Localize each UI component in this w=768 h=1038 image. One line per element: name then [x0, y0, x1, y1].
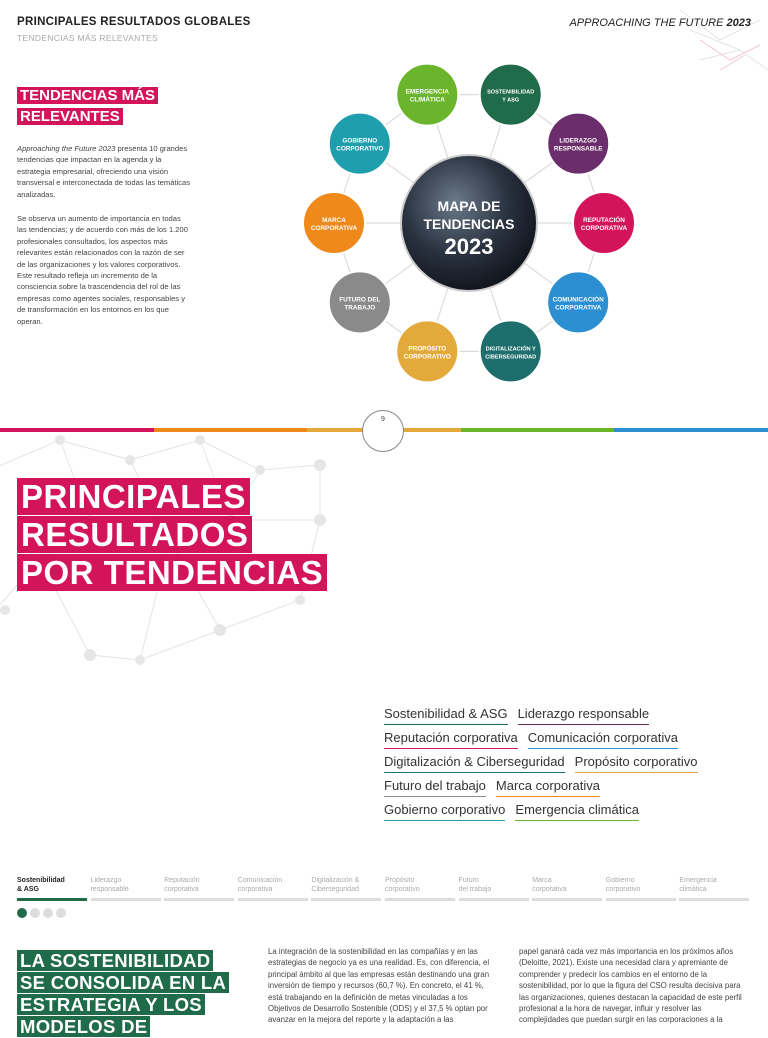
trend-node-label: CLIMÁTICA — [409, 96, 445, 104]
trend-node-label: FUTURO DEL — [339, 296, 381, 304]
trend-node-label: DIGITALIZACIÓN Y — [485, 346, 536, 353]
trend-node-label: COMUNICACIÓN — [552, 296, 604, 304]
publication-name: APPROACHING THE FUTURE — [569, 17, 724, 29]
pagination-dots — [17, 905, 69, 923]
trend-node-label: CORPORATIVO — [403, 353, 451, 361]
trend-node-label: EMERGENCIA — [405, 88, 449, 96]
center-title-line2: TENDENCIAS — [423, 216, 515, 232]
trend-node-label: MARCA — [322, 217, 346, 224]
section-heading: PRINCIPALES RESULTADOS POR TENDENCIAS — [17, 478, 357, 592]
pagination-dot[interactable] — [43, 908, 53, 918]
trend-node-label: RESPONSABLE — [553, 145, 603, 153]
publication-title — [569, 17, 751, 29]
trend-link[interactable]: Propósito corporativo — [575, 754, 698, 773]
trend-link[interactable]: Sostenibilidad & ASG — [384, 706, 508, 725]
trend-link-row — [384, 778, 610, 797]
trend-link-row — [384, 730, 688, 749]
trend-link[interactable]: Emergencia climática — [515, 802, 639, 821]
trend-link[interactable]: Marca corporativa — [496, 778, 600, 797]
tab-propósito[interactable]: Propósito corporativo — [385, 876, 455, 901]
color-segment — [614, 428, 768, 432]
trend-link-row — [384, 706, 659, 725]
trend-link[interactable]: Digitalización & Ciberseguridad — [384, 754, 565, 773]
sustainability-heading: LA SOSTENIBILIDAD SE CONSOLIDA EN LA ESTRATEGIA Y LOS MODELOS DE — [17, 950, 237, 1038]
trend-link[interactable]: Gobierno corporativo — [384, 802, 505, 821]
center-year: 2023 — [444, 234, 494, 259]
tab-emergencia[interactable]: Emergencia climática — [679, 876, 749, 901]
trend-node-label: CORPORATIVA — [555, 304, 602, 312]
trend-link-row — [384, 802, 649, 821]
trend-node-label: REPUTACIÓN — [583, 217, 625, 224]
page-number: 9 — [362, 410, 404, 452]
pagination-dot[interactable] — [30, 908, 40, 918]
color-segment — [154, 428, 308, 432]
intro-paragraph-1: Approaching the Future 2023 presenta 10 grandes tendencias que impactan en la agenda y la estrategia empresarial, ofreciendo una visión transversal e interconectada de todas las temáticas analizadas. — [17, 144, 191, 199]
tab-liderazgo[interactable]: Liderazgo responsable — [91, 876, 161, 901]
trend-link[interactable]: Futuro del trabajo — [384, 778, 486, 797]
trend-link[interactable]: Reputación corporativa — [384, 730, 518, 749]
pagination-dot[interactable] — [56, 908, 66, 918]
tab-reputación[interactable]: Reputación corporativa — [164, 876, 234, 901]
publication-year: 2023 — [726, 17, 751, 29]
trend-node-label: CIBERSEGURIDAD — [485, 354, 537, 361]
trend-link[interactable]: Liderazgo responsable — [518, 706, 650, 725]
trend-node-label: LIDERAZGO — [559, 137, 598, 145]
tab-gobierno[interactable]: Gobierno corporativo — [606, 876, 676, 901]
tab-comunicación[interactable]: Comunicación corporativa — [238, 876, 308, 901]
intro-paragraph-2: Se observa un aumento de importancia en todas las tendencias; y de acuerdo con más de los 1.200 profesionales consultados, los aspectos más relevantes están relacionados con la razón de ser de las organizaciones y los valores corporativos. Este resultado refleja un incremento de la consciencia sobre la trascendencia del rol de las empresas como agentes sociales, responsables y de transformación en los entornos en los que operan. — [17, 214, 188, 326]
pagination-dot[interactable] — [17, 908, 27, 918]
tab-marca[interactable]: Marca corporativa — [532, 876, 602, 901]
tab-digitalización[interactable]: Digitalización & Ciberseguridad — [311, 876, 381, 901]
body-column-1: La integración de la sostenibilidad en las compañías y en las estrategias de negocio ya es una realidad. Es, con diferencia, el principal ámbito al que las empresas están destinando una gran inversión de tiempo y recursos (60,7 %). En concreto, el 41 %, está trabajando en la definición de metas vinculadas a los Objetivos de Desarrollo Sostenible (ODS) y el 37,5 % optan por avanzar en la mejora del reporte y la adaptación a las — [268, 947, 490, 1025]
trend-node-label: CORPORATIVA — [310, 225, 358, 232]
trend-node-label: CORPORATIVA — [580, 225, 628, 232]
tab-futuro[interactable]: Futuro del trabajo — [459, 876, 529, 901]
color-segment — [0, 428, 154, 432]
trend-node-label: GOBIERNO — [342, 137, 378, 145]
trend-map-diagram — [290, 60, 650, 400]
trend-node-label: PROPÓSITO — [408, 345, 447, 353]
body-column-2: papel ganará cada vez más importancia en los próximos años (Deloitte, 2021). Existe una necesidad clara y apremiante de comprender y predecir los cambios en el entorno de la sostenibilidad, por lo que la figura del CSO resulta decisiva para las organizaciones, quienes destacan la capacidad de este perfil profesional a la hora de navegar, influir y resolver las complejidades que puedan surgir en las corporaciones a la — [519, 947, 742, 1025]
intro-heading: TENDENCIAS MÁS RELEVANTES — [17, 85, 187, 127]
trend-node-label: Y ASG — [502, 97, 520, 104]
header-title: PRINCIPALES RESULTADOS GLOBALES — [17, 16, 251, 28]
trend-node-label: SOSTENIBILIDAD — [487, 89, 535, 96]
center-title-line1: MAPA DE — [437, 198, 501, 214]
tab-sostenibilidad[interactable]: Sostenibilidad & ASG — [17, 876, 87, 901]
header-subtitle: TENDENCIAS MÁS RELEVANTES — [17, 33, 159, 43]
trend-link-row — [384, 754, 708, 773]
color-segment — [461, 428, 615, 432]
trend-link[interactable]: Comunicación corporativa — [528, 730, 678, 749]
trend-node-label: TRABAJO — [344, 304, 376, 312]
trend-node-label: CORPORATIVO — [336, 145, 384, 153]
